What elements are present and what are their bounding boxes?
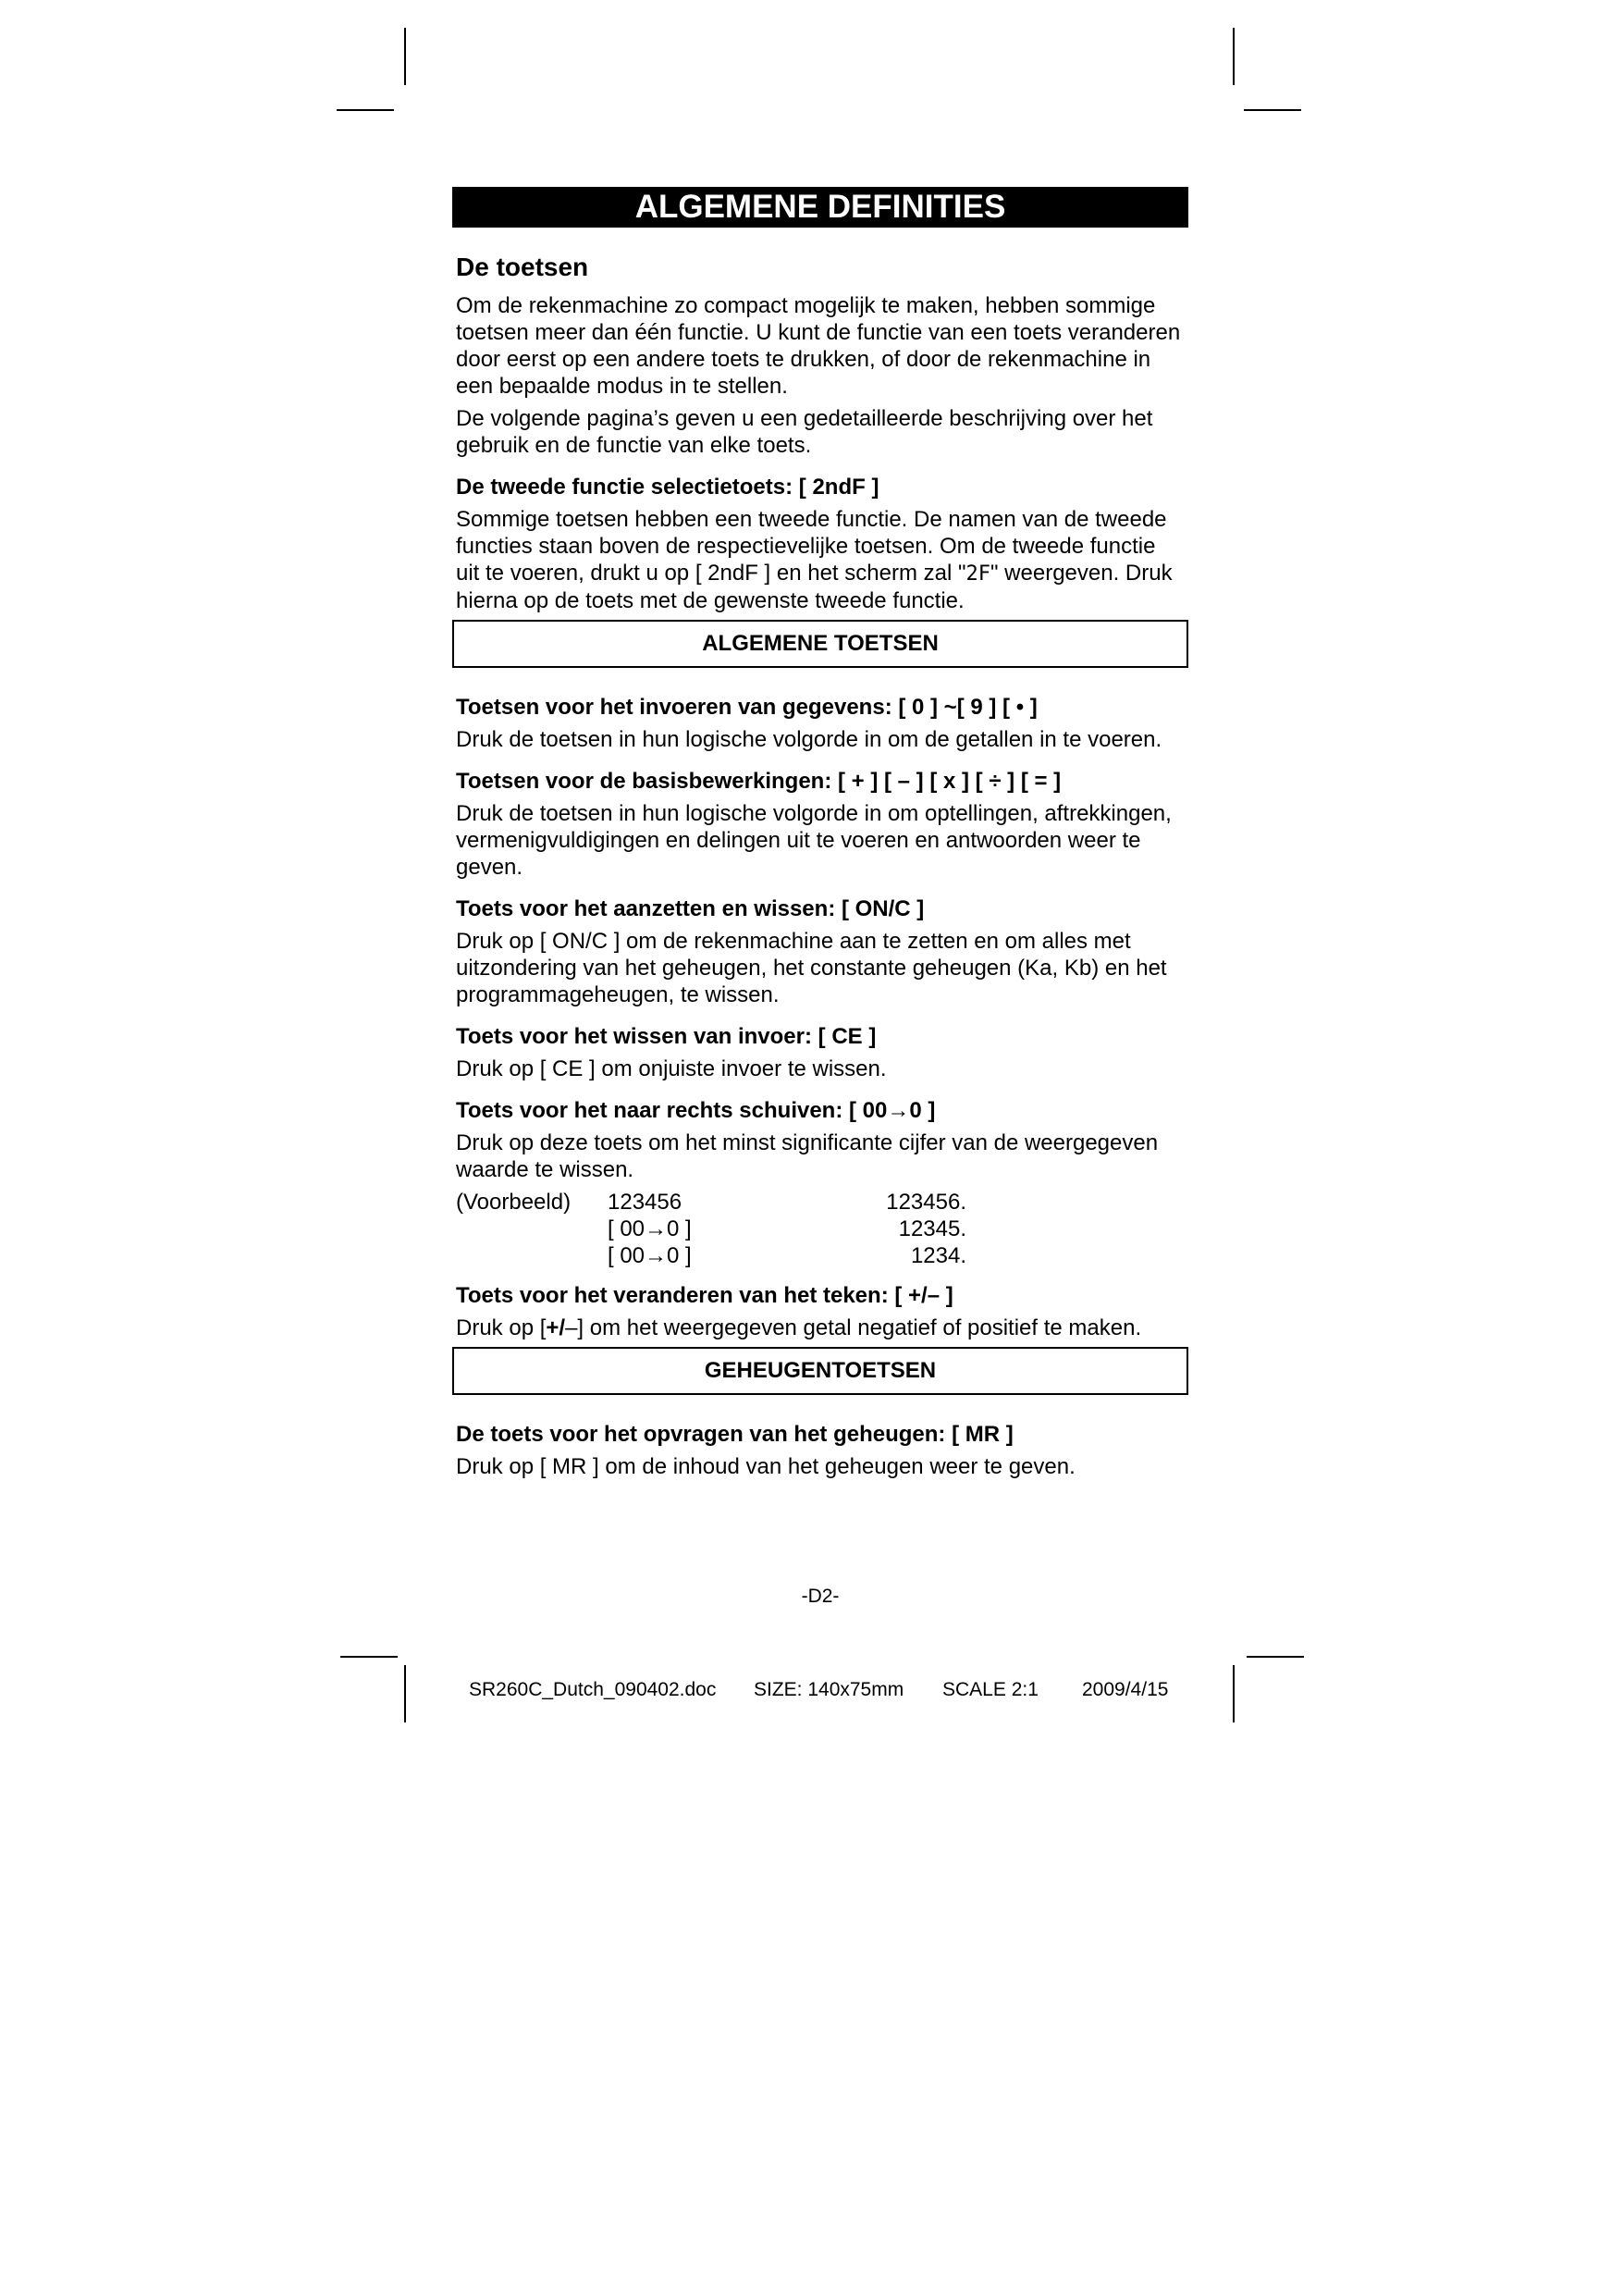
second-function-text-before: Sommige toetsen hebben een tweede functie. De namen van de tweede functies staan boven de respectievelijke toetsen. Om de tweede functie uit te voeren, drukt u op [ 2ndF ] en het scherm zal ": [456, 507, 1167, 586]
example-input: 123456: [608, 1190, 682, 1215]
footer-scale: SCALE 2:1: [942, 1679, 1039, 1700]
memory-recall-key-heading: De toets voor het opvragen van het geheugen: [ MR ]: [456, 1422, 1014, 1447]
example-block: [456, 1189, 1185, 1269]
footer-filename: SR260C_Dutch_090402.doc: [469, 1679, 717, 1700]
right-shift-key-text: Druk op deze toets om het minst significante cijfer van de weergegeven waarde te wissen.: [456, 1130, 1159, 1182]
page-number: -D2-: [801, 1586, 840, 1607]
basic-operation-keys-heading: Toetsen voor de basisbewerkingen: [ + ] [ – ] [ x ] [ ÷ ] [ = ]: [456, 769, 1062, 794]
second-function-paragraph: [456, 506, 1185, 614]
sign-text-after: –] om het weergegeven getal negatief of positief te maken.: [565, 1315, 1142, 1340]
crop-mark-top-right-vertical: [1233, 28, 1235, 85]
sign-bold-part: +/: [546, 1315, 566, 1340]
on-clear-key-heading: Toets voor het aanzetten en wissen: [ ON/C ]: [456, 896, 925, 921]
example-row: [456, 1189, 1185, 1216]
general-keys-box: ALGEMENE TOETSEN: [452, 620, 1188, 668]
example-input: [ 00→0 ]: [608, 1243, 692, 1268]
example-output: 12345.: [898, 1216, 966, 1241]
example-input: [ 00→0 ]: [608, 1216, 692, 1241]
page-title: ALGEMENE DEFINITIES: [452, 187, 1188, 228]
crop-mark-top-left-vertical: [404, 28, 406, 85]
crop-mark-bottom-right-vertical: [1233, 1665, 1235, 1722]
example-label: (Voorbeeld): [456, 1190, 572, 1215]
example-row: [456, 1242, 1185, 1269]
sign-change-key-heading: Toets voor het veranderen van het teken: [ +/– ]: [456, 1283, 953, 1308]
sign-text-before: Druk op [: [456, 1315, 547, 1340]
crop-mark-top-right-horizontal: [1244, 109, 1301, 111]
example-row: [456, 1216, 1185, 1242]
basic-operation-keys-text: Druk de toetsen in hun logische volgorde in om optellingen, aftrekkingen, vermenigvuldigingen en delingen uit te voeren en antwoorden weer te geven.: [456, 801, 1172, 880]
clear-entry-key-text: Druk op [ CE ] om onjuiste invoer te wissen.: [456, 1056, 887, 1081]
memory-recall-key-text: Druk op [ MR ] om de inhoud van het geheugen weer te geven.: [456, 1454, 1076, 1479]
crop-mark-top-left-horizontal: [337, 109, 394, 111]
second-function-heading: De tweede functie selectietoets: [ 2ndF ]: [456, 475, 879, 500]
data-entry-keys-text: Druk de toetsen in hun logische volgorde in om de getallen in te voeren.: [456, 727, 1162, 752]
display-symbol-2f: 2F: [965, 562, 990, 586]
crop-mark-bottom-left-horizontal: [340, 1656, 398, 1658]
section-heading-keys: De toetsen: [456, 253, 589, 281]
crop-mark-bottom-left-vertical: [404, 1665, 406, 1722]
page-content: [452, 187, 1188, 1486]
memory-keys-box: GEHEUGENTOETSEN: [452, 1347, 1188, 1395]
clear-entry-key-heading: Toets voor het wissen van invoer: [ CE ]: [456, 1024, 877, 1049]
data-entry-keys-heading: Toetsen voor het invoeren van gegevens: [ 0 ] ~[ 9 ] [ • ]: [456, 695, 1038, 720]
crop-mark-bottom-right-horizontal: [1247, 1656, 1304, 1658]
footer-date: 2009/4/15: [1082, 1679, 1169, 1700]
second-function-text-after: " weergeven. Druk hierna op de toets met de gewenste tweede functie.: [456, 561, 1173, 613]
keys-intro-paragraph: Om de rekenmachine zo compact mogelijk te maken, hebben sommige toetsen meer dan één functie. U kunt de functie van een toets veranderen door eerst op een andere toets te drukken, of door de rekenmachine in een bepaalde modus in te stellen.: [456, 293, 1181, 399]
right-shift-key-heading: Toets voor het naar rechts schuiven: [ 00→0 ]: [456, 1098, 936, 1123]
footer-size: SIZE: 140x75mm: [754, 1679, 904, 1700]
example-output: 123456.: [886, 1190, 966, 1215]
on-clear-key-text: Druk op [ ON/C ] om de rekenmachine aan te zetten en om alles met uitzondering van het geheugen, het constante geheugen (Ka, Kb) en het programmageheugen, te wissen.: [456, 929, 1167, 1007]
sign-change-key-text: [456, 1315, 1185, 1341]
example-output: 1234.: [910, 1243, 966, 1268]
keys-detail-paragraph: De volgende pagina’s geven u een gedetailleerde beschrijving over het gebruik en de functie van elke toets.: [456, 406, 1153, 458]
